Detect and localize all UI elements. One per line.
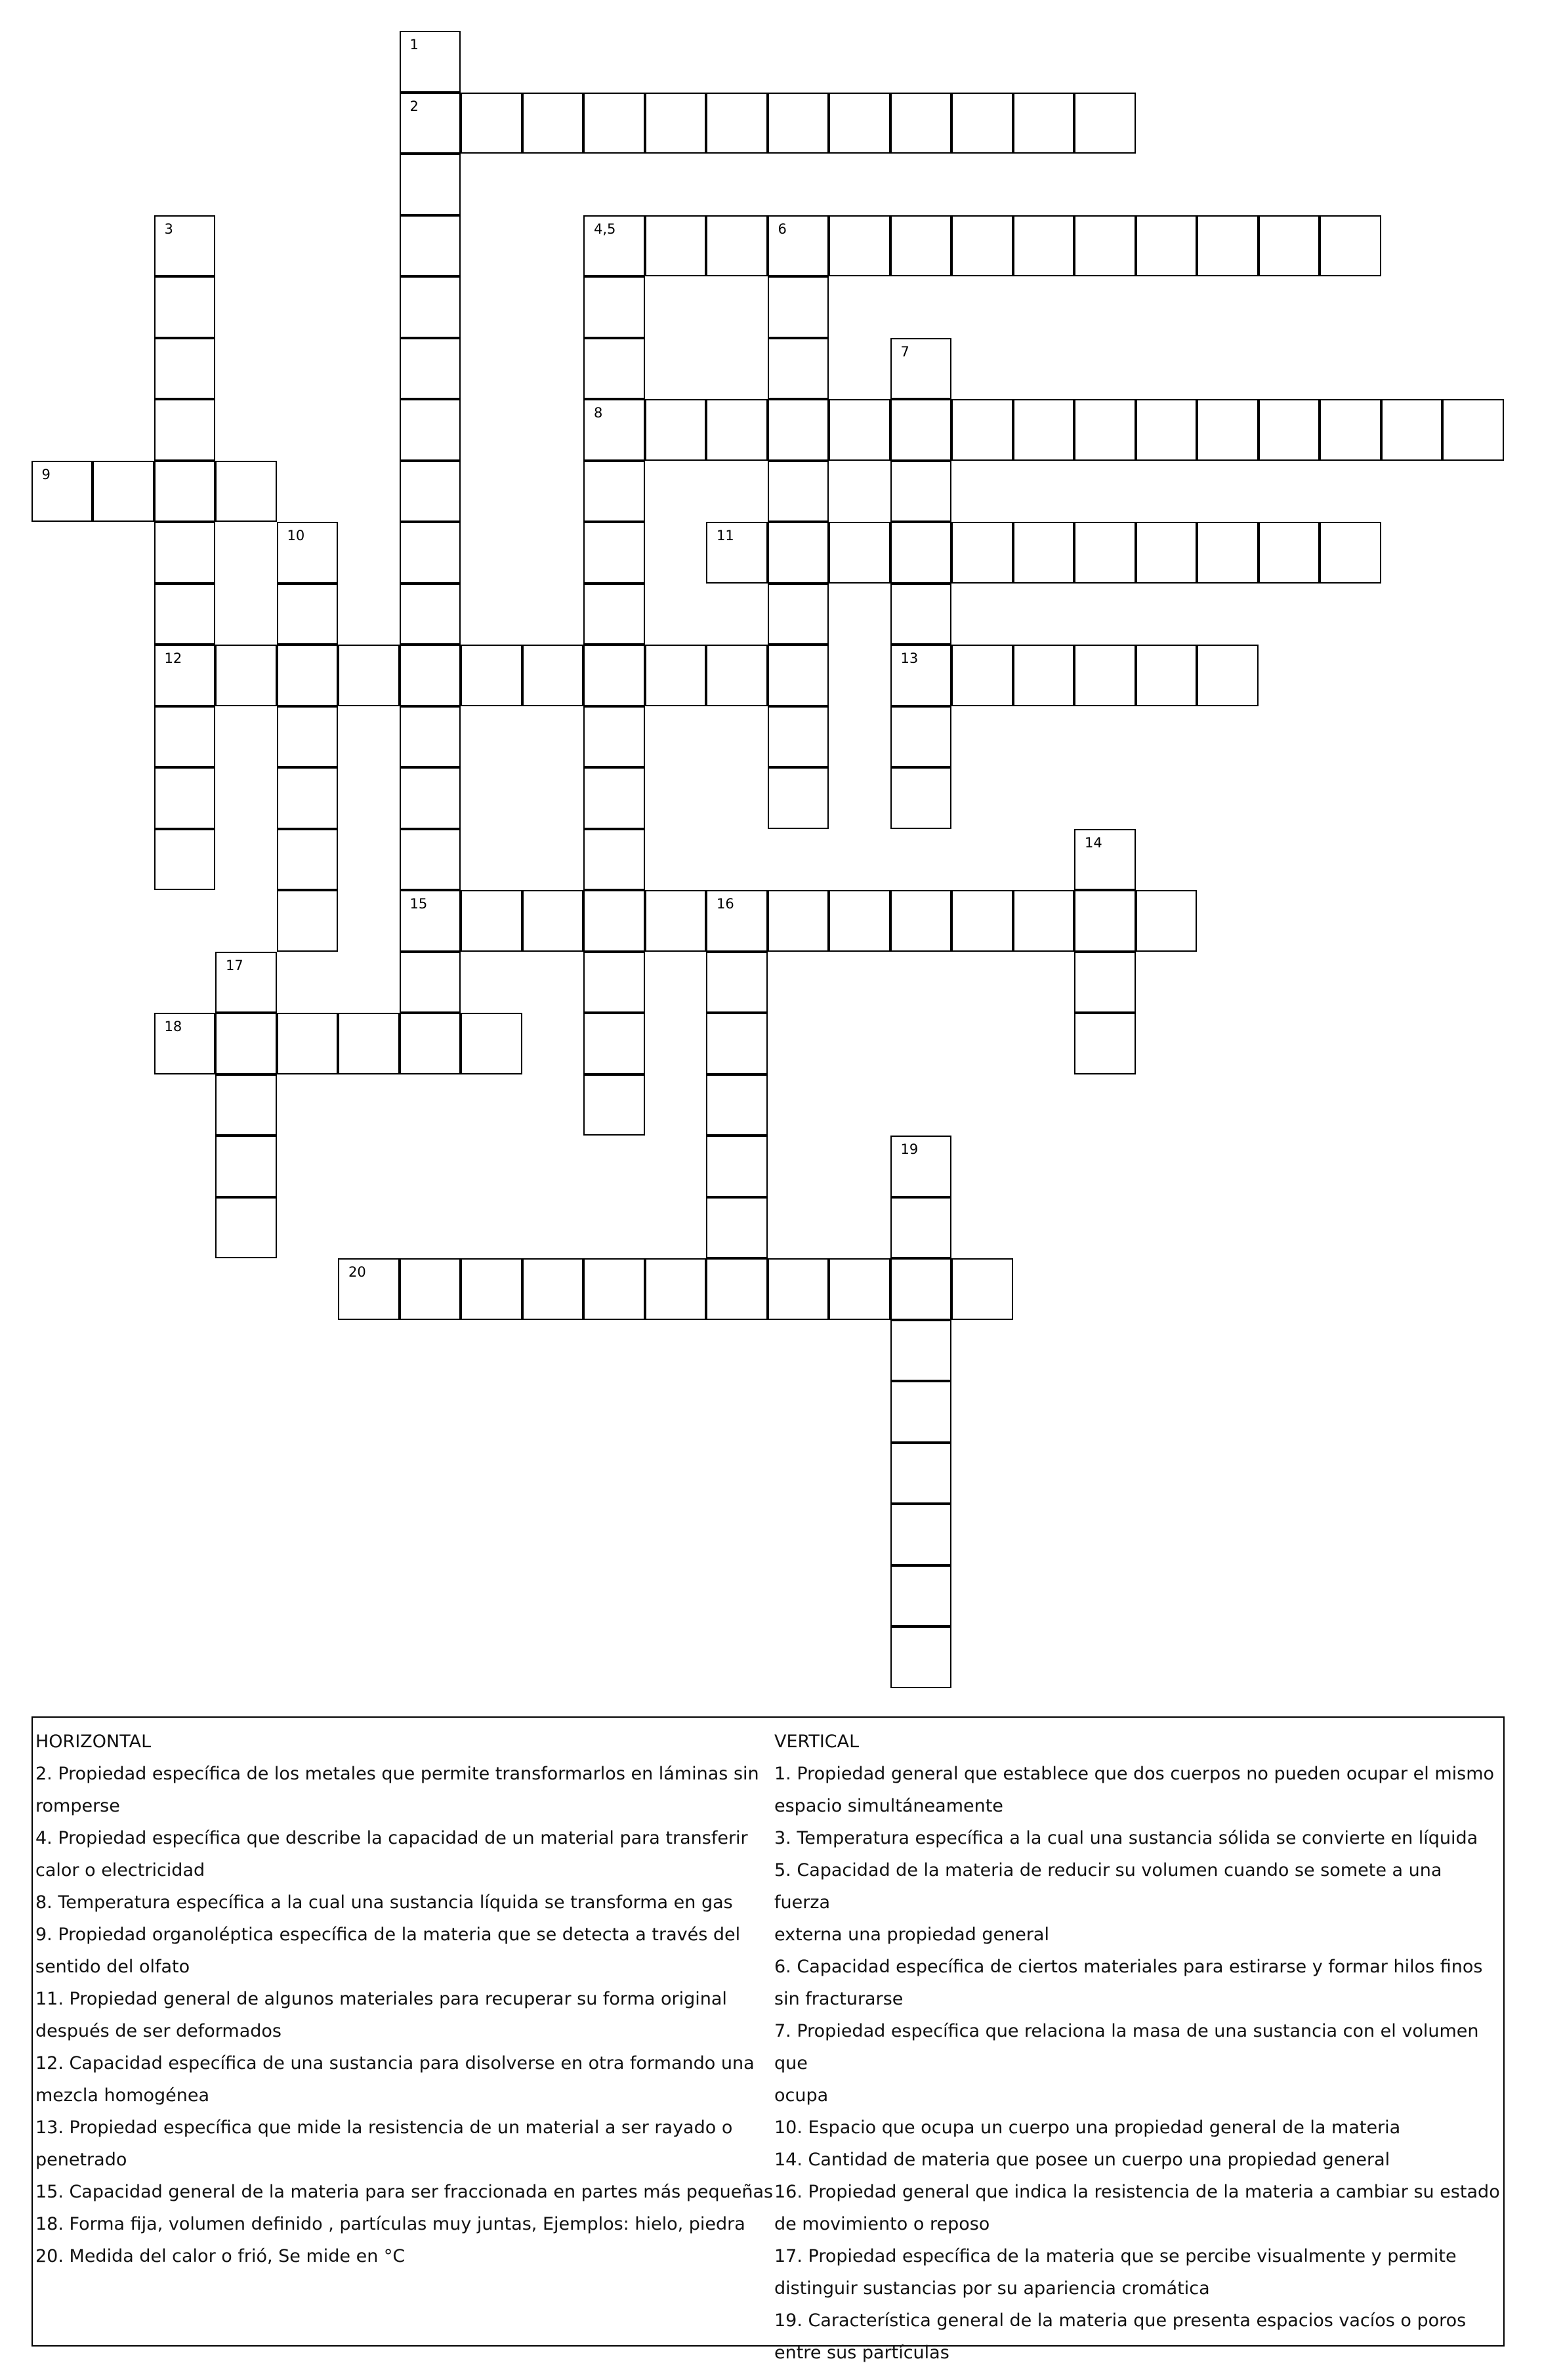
crossword-cell[interactable]	[829, 93, 890, 154]
horizontal-clue-line: después de ser deformados	[35, 2021, 281, 2041]
crossword-cell[interactable]	[890, 215, 952, 277]
crossword-cell[interactable]	[768, 890, 829, 952]
crossword-cell[interactable]	[645, 1258, 707, 1320]
horizontal-clue-line: 12. Capacidad específica de una sustancia para disolverse en otra formando una	[35, 2053, 755, 2073]
crossword-cell[interactable]	[1074, 645, 1136, 706]
crossword-cell[interactable]	[645, 93, 707, 154]
vertical-clue-line: 5. Capacidad de la materia de reducir su volumen cuando se somete a una fuerza	[774, 1860, 1442, 1913]
crossword-cell[interactable]	[400, 706, 461, 768]
horizontal-clue-line: penetrado	[35, 2150, 127, 2170]
vertical-clue-line: de movimiento o reposo	[774, 2214, 990, 2234]
crossword-cell[interactable]	[1074, 829, 1136, 891]
crossword-cell[interactable]	[522, 890, 584, 952]
vertical-clue-line: 14. Cantidad de materia que posee un cuerpo una propiedad general	[774, 2150, 1390, 2170]
crossword-cell[interactable]	[154, 399, 216, 461]
crossword-cell[interactable]	[1197, 215, 1259, 277]
crossword-cell[interactable]	[768, 584, 829, 645]
crossword-cell[interactable]	[645, 215, 707, 277]
crossword-cell[interactable]	[583, 1074, 645, 1136]
vertical-clue-line: distinguir sustancias por su apariencia cromática	[774, 2278, 1210, 2299]
crossword-cell[interactable]	[706, 522, 768, 584]
crossword-cell[interactable]	[645, 645, 707, 706]
vertical-clue-list	[774, 1758, 1503, 2369]
crossword-cell[interactable]	[400, 215, 461, 277]
vertical-clue-line: ocupa	[774, 2085, 829, 2106]
crossword-cell[interactable]	[400, 154, 461, 215]
crossword-cell[interactable]	[768, 215, 829, 277]
crossword-cell[interactable]	[890, 1565, 952, 1627]
horizontal-clue-line: 15. Capacidad general de la materia para ser fraccionada en partes más pequeñas	[35, 2182, 774, 2202]
crossword-cell[interactable]	[768, 93, 829, 154]
vertical-clue-line: 3. Temperatura específica a la cual una sustancia sólida se convierte en líquida	[774, 1828, 1478, 1848]
crossword-cell[interactable]	[890, 706, 952, 768]
vertical-clue-line: 1. Propiedad general que establece que dos cuerpos no pueden ocupar el mismo	[774, 1764, 1495, 1784]
crossword-cell[interactable]	[400, 522, 461, 584]
crossword-cell[interactable]	[890, 1626, 952, 1688]
horizontal-clues-column	[35, 1726, 774, 2272]
crossword-cell[interactable]	[951, 215, 1013, 277]
crossword-cell[interactable]	[583, 93, 645, 154]
crossword-cell[interactable]	[461, 1013, 522, 1074]
crossword-cell[interactable]	[215, 1074, 277, 1136]
crossword-cell[interactable]	[277, 706, 339, 768]
horizontal-clue-line: 9. Propiedad organoléptica específica de la materia que se detecta a través del	[35, 1924, 741, 1945]
horizontal-clue-line: 18. Forma fija, volumen definido , partículas muy juntas, Ejemplos: hielo, piedra	[35, 2214, 745, 2234]
crossword-cell[interactable]	[400, 338, 461, 400]
crossword-cell[interactable]	[645, 399, 707, 461]
clue-number: 12	[164, 650, 182, 666]
crossword-cell[interactable]	[583, 584, 645, 645]
vertical-clue-line: 16. Propiedad general que indica la resistencia de la materia a cambiar su estado	[774, 2182, 1500, 2202]
crossword-cell[interactable]	[1013, 215, 1075, 277]
clue-number: 20	[348, 1264, 366, 1280]
crossword-cell[interactable]	[706, 399, 768, 461]
crossword-cell[interactable]	[890, 522, 952, 584]
crossword-cell[interactable]	[215, 1136, 277, 1197]
crossword-cell[interactable]	[951, 645, 1013, 706]
horizontal-clue-line: 13. Propiedad específica que mide la resistencia de un material a ser rayado o	[35, 2117, 733, 2138]
crossword-cell[interactable]	[890, 1136, 952, 1197]
vertical-clue-line: 10. Espacio que ocupa un cuerpo una propiedad general de la materia	[774, 2117, 1401, 2138]
crossword-cell[interactable]	[706, 645, 768, 706]
crossword-cell[interactable]	[461, 645, 522, 706]
crossword-cell[interactable]	[154, 584, 216, 645]
crossword-cell[interactable]	[1074, 215, 1136, 277]
crossword-cell[interactable]	[890, 338, 952, 400]
crossword-cell[interactable]	[277, 1013, 339, 1074]
clue-number: 16	[717, 896, 734, 912]
crossword-cell[interactable]	[1197, 645, 1259, 706]
crossword-cell[interactable]	[1259, 399, 1320, 461]
crossword-cell[interactable]	[706, 93, 768, 154]
crossword-cell[interactable]	[400, 890, 461, 952]
crossword-cell[interactable]	[461, 890, 522, 952]
crossword-cell[interactable]	[890, 767, 952, 829]
crossword-cell[interactable]	[951, 93, 1013, 154]
crossword-cell[interactable]	[890, 399, 952, 461]
crossword-cell[interactable]	[1074, 522, 1136, 584]
crossword-cell[interactable]	[1197, 399, 1259, 461]
horizontal-clue-line: romperse	[35, 1796, 120, 1816]
crossword-cell[interactable]	[1136, 215, 1198, 277]
crossword-cell[interactable]	[400, 461, 461, 522]
crossword-cell[interactable]	[400, 93, 461, 154]
crossword-cell[interactable]	[583, 1258, 645, 1320]
crossword-cell[interactable]	[890, 93, 952, 154]
crossword-cell[interactable]	[1136, 645, 1198, 706]
crossword-cell[interactable]	[1136, 399, 1198, 461]
crossword-cell[interactable]	[1074, 952, 1136, 1013]
crossword-cell[interactable]	[338, 1258, 400, 1320]
horizontal-heading: HORIZONTAL	[35, 1732, 152, 1752]
clue-number: 2	[409, 98, 419, 114]
crossword-cell[interactable]	[215, 645, 277, 706]
crossword-cell[interactable]	[522, 93, 584, 154]
horizontal-clue-line: 11. Propiedad general de algunos materiales para recuperar su forma original	[35, 1989, 727, 2009]
crossword-cell[interactable]	[1259, 522, 1320, 584]
vertical-clues-column	[774, 1726, 1503, 2369]
crossword-cell[interactable]	[583, 767, 645, 829]
crossword-cell[interactable]	[1074, 1013, 1136, 1074]
clue-number: 7	[900, 343, 909, 360]
crossword-cell[interactable]	[1197, 522, 1259, 584]
crossword-cell[interactable]	[583, 215, 645, 277]
crossword-cell[interactable]	[1013, 522, 1075, 584]
clue-number: 17	[226, 957, 243, 973]
crossword-cell[interactable]	[829, 215, 890, 277]
crossword-cell[interactable]	[951, 399, 1013, 461]
crossword-cell[interactable]	[400, 276, 461, 338]
crossword-cell[interactable]	[768, 461, 829, 522]
clue-number: 6	[778, 221, 787, 237]
crossword-cell[interactable]	[706, 1258, 768, 1320]
crossword-cell[interactable]	[706, 952, 768, 1013]
crossword-cell[interactable]	[215, 1197, 277, 1259]
clue-number: 19	[900, 1141, 919, 1157]
crossword-cell[interactable]	[890, 645, 952, 706]
crossword-cell[interactable]	[1074, 399, 1136, 461]
crossword-cell[interactable]	[154, 706, 216, 768]
crossword-cell[interactable]	[31, 461, 93, 522]
crossword-cell[interactable]	[1013, 890, 1075, 952]
clue-number: 8	[594, 405, 603, 421]
clue-number: 4,5	[594, 221, 616, 237]
crossword-cell[interactable]	[1074, 890, 1136, 952]
crossword-cell[interactable]	[461, 93, 522, 154]
vertical-clue-line: espacio simultáneamente	[774, 1796, 1003, 1816]
clue-number: 9	[41, 466, 51, 482]
crossword-cell[interactable]	[706, 215, 768, 277]
crossword-cell[interactable]	[829, 522, 890, 584]
crossword-cell[interactable]	[768, 767, 829, 829]
horizontal-clue-line: 20. Medida del calor o frió, Se mide en °C	[35, 2246, 406, 2266]
crossword-cell[interactable]	[461, 1258, 522, 1320]
crossword-cell[interactable]	[154, 215, 216, 277]
crossword-cell[interactable]	[583, 645, 645, 706]
crossword-cell[interactable]	[951, 890, 1013, 952]
crossword-cell[interactable]	[1013, 399, 1075, 461]
crossword-cell[interactable]	[154, 1013, 216, 1074]
crossword-cell[interactable]	[706, 890, 768, 952]
crossword-cell[interactable]	[768, 522, 829, 584]
crossword-cell[interactable]	[154, 829, 216, 891]
horizontal-clue-line: 4. Propiedad específica que describe la capacidad de un material para transferir	[35, 1828, 748, 1848]
crossword-cell[interactable]	[890, 461, 952, 522]
crossword-cell[interactable]	[583, 829, 645, 891]
horizontal-clue-line: sentido del olfato	[35, 1957, 190, 1977]
crossword-cell[interactable]	[400, 31, 461, 93]
crossword-cell[interactable]	[890, 1258, 952, 1320]
crossword-cell[interactable]	[338, 645, 400, 706]
crossword-cell[interactable]	[583, 706, 645, 768]
crossword-cell[interactable]	[1136, 890, 1198, 952]
crossword-cell[interactable]	[706, 1013, 768, 1074]
vertical-clue-line: sin fracturarse	[774, 1989, 904, 2009]
crossword-cell[interactable]	[1320, 522, 1381, 584]
crossword-cell[interactable]	[645, 890, 707, 952]
crossword-cell[interactable]	[1381, 399, 1443, 461]
crossword-cell[interactable]	[154, 645, 216, 706]
crossword-cell[interactable]	[890, 890, 952, 952]
crossword-cell[interactable]	[277, 645, 339, 706]
clue-number: 14	[1085, 834, 1102, 851]
crossword-cell[interactable]	[890, 1320, 952, 1382]
crossword-cell[interactable]	[768, 1258, 829, 1320]
crossword-cell[interactable]	[522, 645, 584, 706]
crossword-cell[interactable]	[1259, 215, 1320, 277]
crossword-cell[interactable]	[583, 338, 645, 400]
crossword-cell[interactable]	[277, 522, 339, 584]
crossword-cell[interactable]	[706, 1074, 768, 1136]
vertical-clue-line: externa una propiedad general	[774, 1924, 1049, 1945]
crossword-cell[interactable]	[951, 522, 1013, 584]
crossword-cell[interactable]	[768, 338, 829, 400]
clue-number: 18	[164, 1019, 182, 1034]
crossword-cell[interactable]	[583, 1013, 645, 1074]
vertical-clue-line: entre sus partículas	[774, 2343, 949, 2363]
crossword-cell[interactable]	[829, 399, 890, 461]
horizontal-clue-list	[35, 1758, 774, 2272]
crossword-cell[interactable]	[583, 522, 645, 584]
crossword-cell[interactable]	[1442, 399, 1504, 461]
crossword-cell[interactable]	[277, 890, 339, 952]
vertical-clue-line: 19. Característica general de la materia que presenta espacios vacíos o poros	[774, 2310, 1467, 2331]
horizontal-clue-line: calor o electricidad	[35, 1860, 205, 1881]
crossword-cell[interactable]	[583, 890, 645, 952]
crossword-cell[interactable]	[215, 461, 277, 522]
crossword-cell[interactable]	[277, 829, 339, 891]
clue-number: 1	[409, 37, 419, 53]
crossword-cell[interactable]	[829, 1258, 890, 1320]
crossword-cell[interactable]	[154, 461, 216, 522]
crossword-cell[interactable]	[215, 952, 277, 1013]
crossword-cell[interactable]	[768, 399, 829, 461]
crossword-cell[interactable]	[1320, 215, 1381, 277]
crossword-cell[interactable]	[277, 584, 339, 645]
clue-number: 3	[164, 221, 173, 237]
crossword-cell[interactable]	[154, 276, 216, 338]
crossword-cell[interactable]	[890, 1504, 952, 1565]
crossword-cell[interactable]	[1074, 93, 1136, 154]
crossword-cell[interactable]	[215, 1013, 277, 1074]
horizontal-clue-line: 8. Temperatura específica a la cual una sustancia líquida se transforma en gas	[35, 1892, 733, 1913]
crossword-cell[interactable]	[706, 1197, 768, 1259]
crossword-cell[interactable]	[400, 399, 461, 461]
crossword-cell[interactable]	[400, 952, 461, 1013]
clue-number: 10	[287, 528, 305, 543]
crossword-cell[interactable]	[951, 1258, 1013, 1320]
crossword-cell[interactable]	[890, 584, 952, 645]
crossword-cell[interactable]	[400, 767, 461, 829]
crossword-cell[interactable]	[768, 645, 829, 706]
crossword-cell[interactable]	[583, 952, 645, 1013]
crossword-cell[interactable]	[829, 890, 890, 952]
crossword-cell[interactable]	[583, 461, 645, 522]
vertical-clue-line: 7. Propiedad específica que relaciona la masa de una sustancia con el volumen que	[774, 2021, 1479, 2073]
horizontal-clue-line: 2. Propiedad específica de los metales que permite transformarlos en láminas sin	[35, 1764, 759, 1784]
crossword-cell[interactable]	[522, 1258, 584, 1320]
crossword-cell[interactable]	[338, 1013, 400, 1074]
crossword-cell[interactable]	[154, 767, 216, 829]
crossword-cell[interactable]	[400, 584, 461, 645]
crossword-cell[interactable]	[1320, 399, 1381, 461]
crossword-cell[interactable]	[583, 276, 645, 338]
crossword-cell[interactable]	[768, 276, 829, 338]
crossword-cell[interactable]	[890, 1197, 952, 1259]
crossword-cell[interactable]	[890, 1381, 952, 1443]
crossword-cell[interactable]	[400, 829, 461, 891]
crossword-cell[interactable]	[768, 706, 829, 768]
crossword-cell[interactable]	[154, 522, 216, 584]
crossword-cell[interactable]	[1136, 522, 1198, 584]
crossword-cell[interactable]	[400, 1258, 461, 1320]
crossword-cell[interactable]	[400, 645, 461, 706]
crossword-cell[interactable]	[583, 399, 645, 461]
crossword-cell[interactable]	[706, 1136, 768, 1197]
crossword-cell[interactable]	[93, 461, 154, 522]
crossword-cell[interactable]	[1013, 93, 1075, 154]
crossword-cell[interactable]	[890, 1443, 952, 1504]
clue-number: 13	[900, 650, 919, 666]
clue-number: 15	[409, 896, 428, 912]
crossword-cell[interactable]	[1013, 645, 1075, 706]
vertical-heading: VERTICAL	[774, 1732, 860, 1752]
clues-panel	[31, 1716, 1505, 2363]
vertical-clue-line: 6. Capacidad específica de ciertos materiales para estirarse y formar hilos finos	[774, 1957, 1483, 1977]
crossword-cell[interactable]	[277, 767, 339, 829]
crossword-cell[interactable]	[400, 1013, 461, 1074]
vertical-clue-line: 17. Propiedad específica de la materia que se percibe visualmente y permite	[774, 2246, 1457, 2266]
clue-number: 11	[717, 528, 734, 543]
horizontal-clue-line: mezcla homogénea	[35, 2085, 210, 2106]
crossword-cell[interactable]	[154, 338, 216, 400]
